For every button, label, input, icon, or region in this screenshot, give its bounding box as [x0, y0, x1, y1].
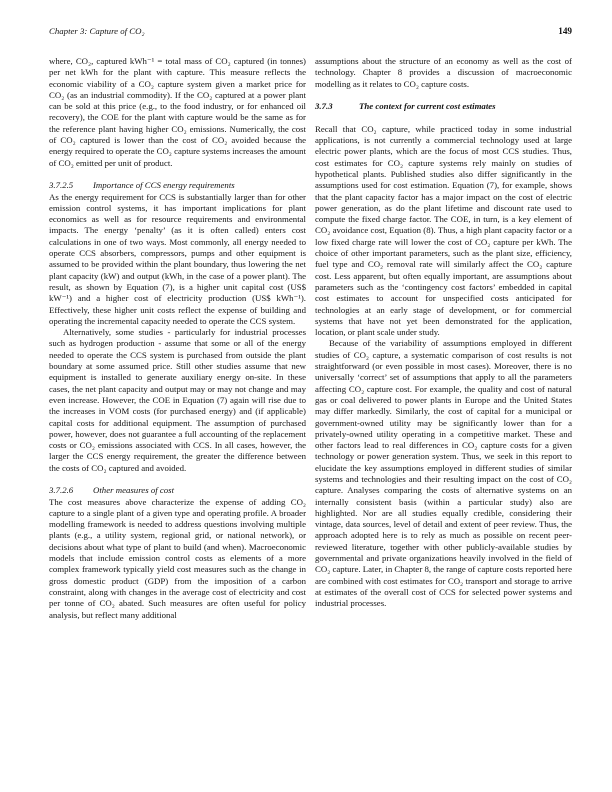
paragraph-variability-assumptions: Because of the variability of assumptions employed in different studies of CO₂ capture, a systematic comparison of cost results is not straightforward (or even possible in most cases). Moreover, there is no universally ‘correct’ set of assumptions that apply to all the parameters affecting CO₂ capture cost. For example, the quality and cost of natural gas or coal delivered to power plants in Europe and the United States may differ markedly. Similarly, the cost of capital for a municipal or government-owned utility may be significantly lower than for a privately-owned utility operating in a competitive market. These and other factors lead to real differences in CO₂ capture costs for a given technology or power generation system. Thus, we seek in this report to elucidate the key assumptions employed in different studies of similar systems and technologies and their resulting impact on the cost of CO₂ capture. Analyses comparing the costs of alternative systems on an internally consistent basis (within a particular study) also are highlighted. Nor are all studies equally credible, considering their vintage, data sources, level of detail and extent of peer review. Thus, the approach adopted here is to rely as much as possible on recent peer-reviewed literature, together with other publicly-available studies by governmental and private organizations heavily involved in the field of CO₂ capture. Later, in Chapter 8, the range of capture costs reported here are combined with cost estimates for CO₂ transport and storage to arrive at estimates of the overall cost of CCS for selected power systems and industrial processes. [315, 338, 572, 609]
right-column [315, 56, 572, 621]
section-number: 3.7.3 [315, 101, 333, 112]
section-heading-3-7-2-6 [49, 485, 306, 496]
section-title: Importance of CCS energy requirements [93, 180, 235, 191]
paragraph-where-co2-captured: where, CO₂, captured kWh⁻¹ = total mass of CO₂ captured (in tonnes) per net kWh for the plant with capture. This measure reflects the economic viability of a CO₂ capture system given a market price for CO₂ (as an industrial commodity). If the CO₂ captured at a power plant can be sold at this price (e.g., to the food industry, or for enhanced oil recovery), the COE for the plant with capture would be the same as for the reference plant having higher CO₂ emissions. Numerically, the cost of CO₂ captured is lower than the cost of CO₂ avoided because the energy required to operate the CO₂ capture systems increases the amount of CO₂ emitted per unit of product. [49, 56, 306, 168]
section-title: Other measures of cost [93, 485, 175, 496]
section-heading-3-7-2-5 [49, 180, 306, 191]
running-header-chapter-title: Chapter 3: Capture of CO₂ [49, 26, 145, 36]
paragraph-other-cost-measures: The cost measures above characterize the expense of adding CO₂ capture to a single plant of a given type and operating profile. A broader modelling framework is needed to address questions involving multiple plants (e.g., a utility system, regional grid, or national network), or decisions about what type of plant to build (and when). Macroeconomic models that include emission control costs as elements of a more complex framework typically yield cost measures such as the change in gross domestic product (GDP) from the imposition of a carbon constraint, along with changes in the average cost of electricity and cost per tonne of CO₂ abated. Such measures are often useful for policy analysis, but reflect many additional [49, 496, 306, 620]
page-header [49, 26, 572, 37]
section-heading-3-7-3 [315, 101, 572, 112]
paragraph-ccs-energy-requirement: As the energy requirement for CCS is substantially larger than for other emission control systems, it has important implications for plant economics as well as for resource requirements and environmental impacts. The energy ‘penalty’ (as it is often called) enters cost calculations in one of two ways. Most commonly, all energy needed to operate CCS absorbers, compressors, pumps and other equipment is assumed to be provided within the plant boundary, thus lowering the net plant capacity (kW) and output (kWh, in the case of a power plant). The result, as shown by Equation (7), is a higher unit capital cost (US$ kW⁻¹) and a higher cost of electricity production (US$ kWh⁻¹). Effectively, these higher unit costs reflect the expense of building and operating the incremental capacity needed to operate the CCS system. [49, 191, 306, 326]
paragraph-assumptions-economy: assumptions about the structure of an economy as well as the cost of technology. Chapter 8 provides a discussion of macroeconomic modelling as it relates to CO₂ capture costs. [315, 56, 572, 89]
paragraph-recall-co2-capture: Recall that CO₂ capture, while practiced today in some industrial applications, is not currently a commercial technology used at large electric power plants, which are the focus of most CCS studies. Thus, cost estimates for CO₂ capture systems rely mainly on studies of hypothetical plants. Published studies also differ significantly in the assumptions used for cost estimation. Equation (7), for example, shows that the plant capacity factor has a major impact on the cost of electric power generation, as do the plant lifetime and discount rate used to compute the fixed charge factor. The COE, in turn, is a key element of CO₂ avoidance cost, Equation (8). Thus, a high plant capacity factor or a low fixed charge rate will lower the cost of CO₂ capture per kWh. The choice of other important parameters, such as the plant size, efficiency, fuel type and CO₂ removal rate will similarly affect the CO₂ capture cost. Less apparent, but often equally important, are assumptions about parameters such as the ‘contingency cost factors’ embedded in capital cost estimates to account for unspecified costs anticipated for technologies at an early stage of development, or for commercial systems that have not yet been demonstrated for the application, location, or plant scale under study. [315, 123, 572, 338]
section-number: 3.7.2.6 [49, 485, 74, 496]
page-number: 149 [558, 26, 572, 36]
section-title: The context for current cost estimates [359, 101, 496, 112]
paragraph-alternatively-studies: Alternatively, some studies - particularly for industrial processes such as hydrogen production - assume that some or all of the energy needed to operate the CCS system is purchased from outside the plant boundary at some assumed price. Still other studies assume that new equipment is installed to generate auxiliary energy on-site. In these cases, the net plant capacity and output may or may not change and may even increase. However, the COE in Equation (7) again will rise due to the increases in VOM costs (for purchased energy) and (if applicable) capital costs for additional equipment. The assumption of purchased power, however, does not guarantee a full accounting of the replacement costs or CO₂ emissions associated with CCS. In all cases, however, the larger the CCS energy requirement, the greater the difference between the costs of CO₂ captured and avoided. [49, 327, 306, 473]
section-number: 3.7.2.5 [49, 180, 74, 191]
left-column [49, 56, 306, 621]
two-column-body [49, 56, 572, 621]
